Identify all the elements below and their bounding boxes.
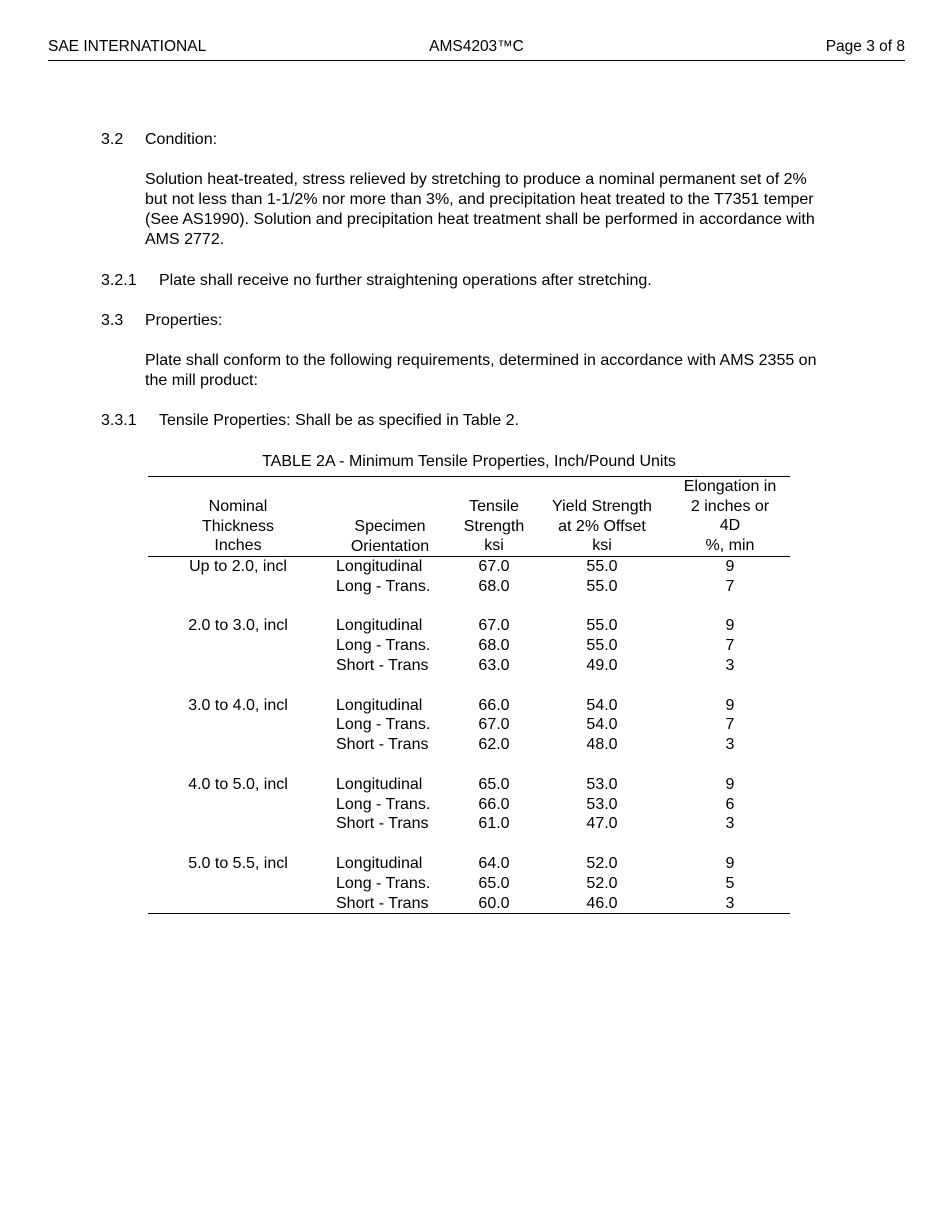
header-line: ksi: [592, 537, 612, 554]
orientation-cell: Long - Trans.: [336, 874, 431, 892]
header-line: Yield Strength: [552, 498, 652, 515]
tensile-cell: 67.0: [478, 558, 510, 575]
elongation-cell: 7: [725, 637, 735, 655]
header-line: Nominal: [208, 498, 268, 515]
orientation-cell: Long - Trans.: [336, 716, 431, 734]
paragraph-line: Solution heat-treated, stress relieved by stretching to produce a nominal permanent set of 2%: [145, 171, 807, 188]
tensile-cell: 60.0: [478, 894, 510, 912]
header-organization: SAE INTERNATIONAL: [48, 38, 207, 55]
paragraph-line: (See AS1990). Solution and precipitation heat treatment shall be performed in accordance with: [145, 211, 815, 228]
tensile-cell: 63.0: [478, 657, 510, 674]
header-tensile: [452, 497, 536, 556]
orientation-cell: Short - Trans: [336, 815, 429, 833]
yield-cell: 54.0: [586, 716, 618, 734]
tensile-cell: 68.0: [478, 637, 510, 655]
header-document-id: AMS4203™C: [429, 38, 524, 55]
section-number: 3.3: [101, 312, 124, 329]
orientation-cell: Short - Trans: [336, 894, 429, 912]
orientation-cell: Longitudinal: [336, 617, 423, 635]
section-text: Tensile Properties: Shall be as specified in Table 2.: [159, 412, 519, 429]
thickness-cell: 3.0 to 4.0, incl: [188, 696, 288, 714]
page-header: [48, 38, 905, 61]
yield-cell: 49.0: [586, 657, 618, 674]
section-number: 3.3.1: [101, 412, 137, 429]
thickness-cell: 2.0 to 3.0, incl: [188, 617, 288, 635]
yield-cell: 53.0: [586, 775, 618, 793]
yield-cell: 55.0: [586, 637, 618, 655]
yield-cell: 54.0: [586, 696, 618, 714]
paragraph-line: the mill product:: [145, 372, 258, 389]
tensile-cell: 67.0: [478, 716, 510, 734]
yield-cell: 53.0: [586, 795, 618, 813]
elongation-cell: 7: [725, 716, 735, 734]
yield-cell: 55.0: [586, 558, 618, 575]
thickness-cell: Up to 2.0, incl: [189, 558, 287, 575]
elongation-cell: 3: [725, 894, 735, 912]
elongation-cell: 5: [725, 874, 735, 892]
header-line: Elongation in: [683, 478, 777, 495]
orientation-cell: Longitudinal: [336, 696, 423, 714]
header-line: Strength: [463, 517, 525, 535]
section-3-3: [101, 311, 223, 331]
header-line: Orientation: [350, 537, 430, 555]
yield-cell: 47.0: [586, 815, 618, 833]
header-line: at 2% Offset: [558, 517, 646, 535]
elongation-cell: 3: [725, 815, 735, 833]
tensile-cell: 64.0: [478, 855, 510, 872]
table-caption: TABLE 2A - Minimum Tensile Properties, Inch/Pound Units: [262, 453, 676, 470]
paragraph-line: AMS 2772.: [145, 231, 225, 248]
header-orientation: [330, 517, 450, 556]
header-line: 4D: [719, 517, 741, 534]
orientation-cell: Long - Trans.: [336, 637, 431, 655]
header-line: Inches: [214, 537, 262, 554]
section-number: 3.2: [101, 131, 124, 148]
condition-paragraph: [145, 170, 880, 250]
section-3-2: [101, 130, 218, 150]
elongation-cell: 6: [725, 795, 735, 813]
orientation-cell: Short - Trans: [336, 657, 429, 674]
elongation-cell: 3: [725, 657, 735, 674]
header-line: Thickness: [201, 517, 275, 535]
yield-cell: 52.0: [586, 855, 618, 872]
elongation-cell: 9: [725, 696, 735, 714]
section-title: Properties:: [145, 312, 223, 329]
elongation-cell: 9: [725, 558, 735, 575]
yield-cell: 46.0: [586, 894, 618, 912]
section-text: Plate shall receive no further straightening operations after stretching.: [159, 272, 652, 289]
section-title: Condition:: [145, 131, 218, 148]
orientation-cell: Short - Trans: [336, 736, 429, 754]
elongation-cell: 7: [725, 577, 735, 595]
orientation-cell: Longitudinal: [336, 558, 423, 575]
tensile-cell: 68.0: [478, 577, 510, 595]
orientation-cell: Long - Trans.: [336, 795, 431, 813]
elongation-cell: 9: [725, 617, 735, 635]
header-line: %, min: [705, 536, 755, 554]
header-line: Specimen: [354, 518, 426, 535]
tensile-cell: 66.0: [478, 795, 510, 813]
header-line: Tensile: [469, 498, 519, 515]
header-yield: [537, 497, 667, 556]
elongation-cell: 9: [725, 855, 735, 872]
yield-cell: 52.0: [586, 874, 618, 892]
thickness-cell: 4.0 to 5.0, incl: [188, 775, 288, 793]
orientation-cell: Longitudinal: [336, 775, 423, 793]
header-line: ksi: [484, 537, 504, 554]
header-line: 2 inches or: [690, 497, 770, 515]
tensile-cell: 65.0: [478, 874, 510, 892]
yield-cell: 55.0: [586, 577, 618, 595]
yield-cell: 48.0: [586, 736, 618, 754]
header-page-number: Page 3 of 8: [825, 38, 905, 55]
paragraph-line: Plate shall conform to the following requirements, determined in accordance with AMS 2355 on: [145, 352, 817, 369]
section-3-2-1: [101, 271, 652, 291]
section-number: 3.2.1: [101, 272, 137, 289]
tensile-cell: 67.0: [478, 617, 510, 635]
tensile-cell: 65.0: [478, 775, 510, 793]
tensile-cell: 61.0: [478, 815, 510, 833]
paragraph-line: but not less than 1-1/2% nor more than 3%, and precipitation heat treated to the T7351 temper: [145, 191, 814, 208]
properties-paragraph: [145, 351, 880, 391]
elongation-cell: 9: [725, 775, 735, 793]
yield-cell: 55.0: [586, 617, 618, 635]
tensile-cell: 66.0: [478, 696, 510, 714]
orientation-cell: Long - Trans.: [336, 577, 431, 595]
header-thickness: [168, 497, 308, 556]
thickness-cell: 5.0 to 5.5, incl: [188, 855, 288, 872]
tensile-cell: 62.0: [478, 736, 510, 754]
elongation-cell: 3: [725, 736, 735, 754]
header-elongation: [668, 477, 792, 555]
orientation-cell: Longitudinal: [336, 855, 423, 872]
section-3-3-1: [101, 411, 519, 431]
